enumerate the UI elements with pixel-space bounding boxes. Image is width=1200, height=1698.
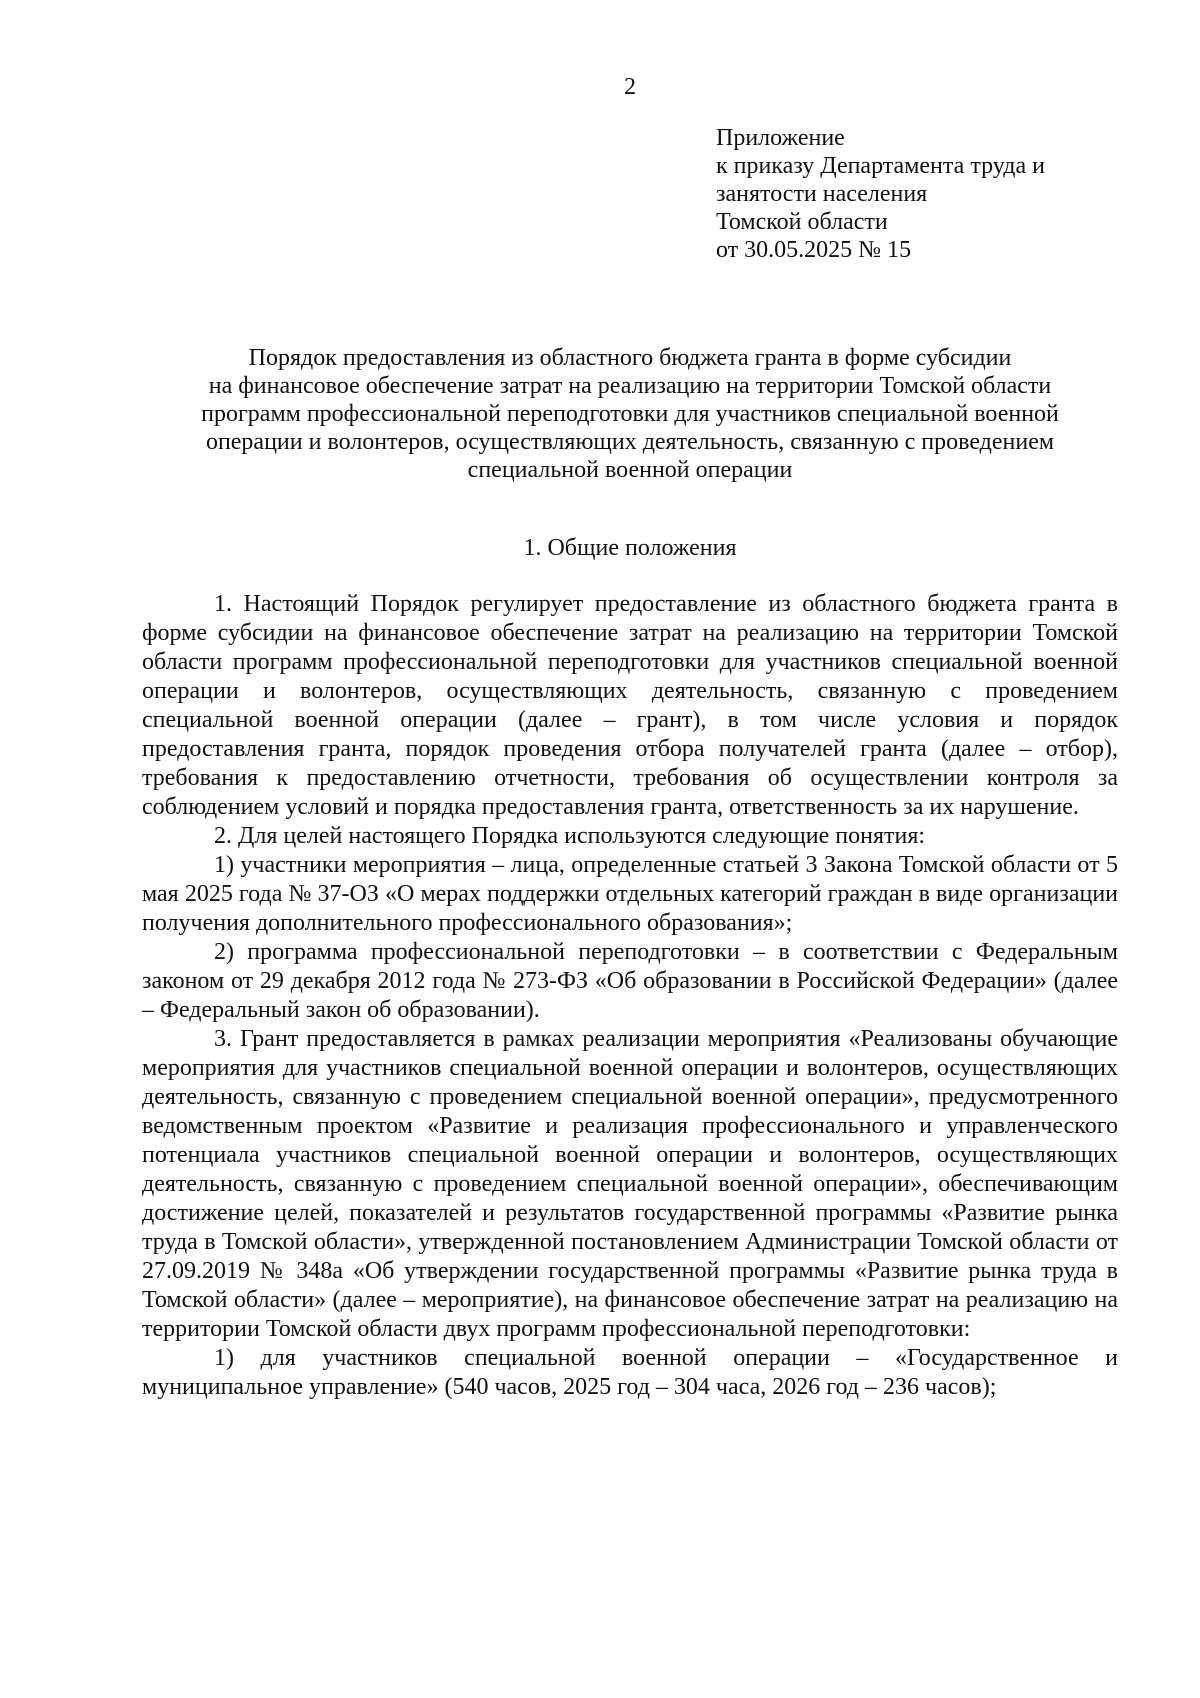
paragraph: 2) программа профессиональной переподготовки – в соответствии с Федеральным законом от 29 декабря 2012 года № 273-ФЗ «Об образовании в Российской Федерации» (далее – Федеральный закон об образовании). [142, 939, 1118, 1023]
appendix-block [716, 124, 1156, 264]
title-line: на финансовое обеспечение затрат на реализацию на территории Томской области [208, 373, 1052, 399]
title-line: Порядок предоставления из областного бюджета гранта в форме субсидии [248, 345, 1012, 371]
appendix-line: к приказу Департамента труда и [716, 153, 1045, 179]
paragraph: 2. Для целей настоящего Порядка используются следующие понятия: [214, 823, 926, 849]
page-number: 2 [624, 74, 636, 100]
appendix-line: Приложение [716, 125, 845, 151]
paragraph: 3. Грант предоставляется в рамках реализации мероприятия «Реализованы обучающие мероприятия для участников специальной военной операции и волонтеров, осуществляющих деятельность, связанную с проведением специальной военной операции», предусмотренного ведомственным проектом «Развитие и реализация профессионального и управленческого потенциала участников специальной военной операции и волонтеров, осуществляющих деятельность, связанную с проведением специальной военной операции», обеспечивающим достижение целей, показателей и результатов государственной программы «Развитие рынка труда в Томской области», утвержденной постановлением Администрации Томской области от 27.09.2019 № 348а «Об утверждении государственной программы «Развитие рынка труда в Томской области» (далее – мероприятие), на финансовое обеспечение затрат на реализацию на территории Томской области двух программ профессиональной переподготовки: [142, 1026, 1118, 1342]
title-line: операции и волонтеров, осуществляющих деятельность, связанную с проведением [205, 429, 1055, 455]
section-heading: 1. Общие положения [523, 535, 737, 561]
appendix-line: от 30.05.2025 № 15 [716, 237, 912, 263]
title-line: специальной военной операции [467, 457, 793, 483]
appendix-line: занятости населения [716, 181, 928, 207]
document-body [142, 590, 1118, 1402]
title-line: программ профессиональной переподготовки для участников специальной военной [201, 401, 1059, 427]
appendix-line: Томской области [716, 209, 888, 235]
paragraph: 1. Настоящий Порядок регулирует предоставление из областного бюджета гранта в форме субсидии на финансовое обеспечение затрат на реализацию на территории Томской области программ профессиональной переподготовки для участников специальной военной операции и волонтеров, осуществляющих деятельность, связанную с проведением специальной военной операции (далее – грант), в том числе условия и порядок предоставления гранта, порядок проведения отбора получателей гранта (далее – отбор), требования к предоставлению отчетности, требования об осуществлении контроля за соблюдением условий и порядка предоставления гранта, ответственность за их нарушение. [142, 591, 1118, 820]
paragraph: 1) участники мероприятия – лица, определенные статьей 3 Закона Томской области от 5 мая 2025 года № 37-ОЗ «О мерах поддержки отдельных категорий граждан в виде организации получения дополнительного профессионального образования»; [142, 852, 1118, 936]
paragraph: 1) для участников специальной военной операции – «Государственное и муниципальное управление» (540 часов, 2025 год – 304 часа, 2026 год – 236 часов); [142, 1345, 1118, 1400]
document-title [140, 344, 1120, 484]
